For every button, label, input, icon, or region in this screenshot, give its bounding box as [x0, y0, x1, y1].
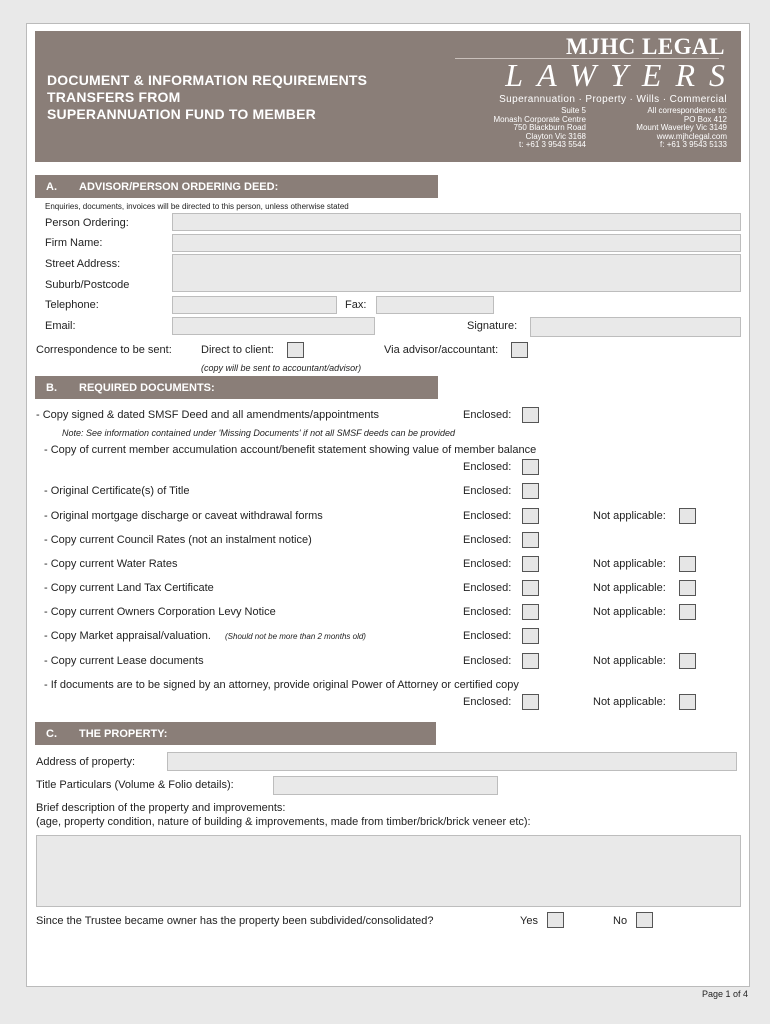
council-rates-item: - Copy current Council Rates (not an instalment notice): [44, 534, 312, 546]
member-statement-item: - Copy of current member accumulation account/benefit statement showing value of member balance: [44, 444, 537, 456]
not-applicable-label: Not applicable:: [593, 558, 666, 570]
via-advisor-label: Via advisor/accountant:: [384, 344, 499, 356]
brand-name: MJHC LEGAL: [566, 34, 725, 59]
enclosed-label: Enclosed:: [463, 582, 512, 594]
smsf-deed-enclosed-checkbox[interactable]: [522, 407, 539, 423]
via-advisor-checkbox[interactable]: [511, 342, 528, 358]
not-applicable-label: Not applicable:: [593, 696, 666, 708]
not-applicable-label: Not applicable:: [593, 510, 666, 522]
postal-address: All correspondence to: PO Box 412 Mount Waverley Vic 3149 www.mjhclegal.com f: +61 3 9543 5133: [636, 106, 727, 149]
certificate-title-enclosed-checkbox[interactable]: [522, 483, 539, 499]
enclosed-label: Enclosed:: [463, 606, 512, 618]
water-na-checkbox[interactable]: [679, 556, 696, 572]
section-a-header: A. ADVISOR/PERSON ORDERING DEED:: [35, 175, 438, 198]
direct-to-client-label: Direct to client:: [201, 344, 274, 356]
enclosed-label: Enclosed:: [463, 534, 512, 546]
property-address-field[interactable]: [167, 752, 737, 771]
doc-title-line-1: DOCUMENT & INFORMATION REQUIREMENTS: [47, 72, 368, 88]
signature-label: Signature:: [467, 320, 518, 332]
correspondence-label: Correspondence to be sent:: [36, 344, 172, 356]
section-c-header: C. THE PROPERTY:: [35, 722, 436, 745]
lease-item: - Copy current Lease documents: [44, 655, 204, 667]
land-tax-item: - Copy current Land Tax Certificate: [44, 582, 214, 594]
enclosed-label: Enclosed:: [463, 655, 512, 667]
suburb-postcode-label: Suburb/Postcode: [45, 279, 130, 291]
market-enclosed-checkbox[interactable]: [522, 628, 539, 644]
brand-tagline: Superannuation · Property · Wills · Commercial: [499, 94, 727, 105]
section-b-header: B. REQUIRED DOCUMENTS:: [35, 376, 438, 399]
member-statement-enclosed-checkbox[interactable]: [522, 459, 539, 475]
water-rates-item: - Copy current Water Rates: [44, 558, 178, 570]
land-tax-enclosed-checkbox[interactable]: [522, 580, 539, 596]
doc-title-line-3: SUPERANNUATION FUND TO MEMBER: [47, 106, 316, 122]
email-label: Email:: [45, 320, 76, 332]
lease-enclosed-checkbox[interactable]: [522, 653, 539, 669]
water-enclosed-checkbox[interactable]: [522, 556, 539, 572]
header-banner: [35, 31, 741, 162]
owners-corp-enclosed-checkbox[interactable]: [522, 604, 539, 620]
person-ordering-label: Person Ordering:: [45, 217, 129, 229]
enclosed-label: Enclosed:: [463, 696, 512, 708]
brief-description-sublabel: (age, property condition, nature of building & improvements, made from timber/brick/brick veneer etc):: [36, 816, 531, 828]
enclosed-label: Enclosed:: [463, 630, 512, 642]
not-applicable-label: Not applicable:: [593, 606, 666, 618]
enclosed-label: Enclosed:: [463, 461, 512, 473]
signature-field[interactable]: [530, 317, 741, 337]
street-address-field[interactable]: [172, 254, 741, 292]
telephone-field[interactable]: [172, 296, 337, 314]
section-a-note: Enquiries, documents, invoices will be directed to this person, unless otherwise stated: [45, 202, 349, 211]
not-applicable-label: Not applicable:: [593, 655, 666, 667]
attorney-enclosed-checkbox[interactable]: [522, 694, 539, 710]
mortgage-na-checkbox[interactable]: [679, 508, 696, 524]
owners-corp-na-checkbox[interactable]: [679, 604, 696, 620]
no-label: No: [613, 915, 628, 927]
subdivided-yes-checkbox[interactable]: [547, 912, 564, 928]
fax-field[interactable]: [376, 296, 494, 314]
telephone-label: Telephone:: [45, 299, 99, 311]
mortgage-item: - Original mortgage discharge or caveat withdrawal forms: [44, 510, 323, 522]
firm-name-label: Firm Name:: [45, 237, 103, 249]
subdivided-question: Since the Trustee became owner has the property been subdivided/consolidated?: [36, 915, 434, 927]
brand-lawyers: LAWYERS: [505, 57, 739, 93]
enclosed-label: Enclosed:: [463, 558, 512, 570]
owners-corp-item: - Copy current Owners Corporation Levy Notice: [44, 606, 276, 618]
market-appraisal-note: (Should not be more than 2 months old): [225, 632, 366, 641]
office-address: Suite 5 Monash Corporate Centre 750 Blackburn Road Clayton Vic 3168 t: +61 3 9543 5544: [493, 106, 586, 149]
doc-title-line-2: TRANSFERS FROM: [47, 89, 181, 105]
lease-na-checkbox[interactable]: [679, 653, 696, 669]
enclosed-label: Enclosed:: [463, 485, 512, 497]
land-tax-na-checkbox[interactable]: [679, 580, 696, 596]
not-applicable-label: Not applicable:: [593, 582, 666, 594]
title-particulars-label: Title Particulars (Volume & Folio details):: [36, 779, 234, 791]
email-field[interactable]: [172, 317, 375, 335]
market-appraisal-item: - Copy Market appraisal/valuation.: [44, 630, 211, 642]
fax-label: Fax:: [345, 299, 367, 311]
person-ordering-field[interactable]: [172, 213, 741, 231]
page-number: Page 1 of 4: [702, 989, 749, 999]
brief-description-label: Brief description of the property and improvements:: [36, 802, 286, 814]
mortgage-enclosed-checkbox[interactable]: [522, 508, 539, 524]
certificate-title-item: - Original Certificate(s) of Title: [44, 485, 190, 497]
direct-to-client-checkbox[interactable]: [287, 342, 304, 358]
smsf-note: Note: See information contained under 'Missing Documents' if not all SMSF deeds can be provided: [62, 428, 455, 438]
yes-label: Yes: [520, 915, 538, 927]
firm-name-field[interactable]: [172, 234, 741, 252]
street-address-label: Street Address:: [45, 258, 121, 270]
copy-note: (copy will be sent to accountant/advisor): [201, 363, 362, 373]
council-enclosed-checkbox[interactable]: [522, 532, 539, 548]
enclosed-label: Enclosed:: [463, 409, 512, 421]
brief-description-field[interactable]: [36, 835, 741, 907]
smsf-deed-item: - Copy signed & dated SMSF Deed and all amendments/appointments: [36, 409, 380, 421]
enclosed-label: Enclosed:: [463, 510, 512, 522]
attorney-na-checkbox[interactable]: [679, 694, 696, 710]
title-particulars-field[interactable]: [273, 776, 498, 795]
attorney-item: - If documents are to be signed by an attorney, provide original Power of Attorney or certified copy: [44, 679, 519, 691]
property-address-label: Address of property:: [36, 756, 136, 768]
subdivided-no-checkbox[interactable]: [636, 912, 653, 928]
